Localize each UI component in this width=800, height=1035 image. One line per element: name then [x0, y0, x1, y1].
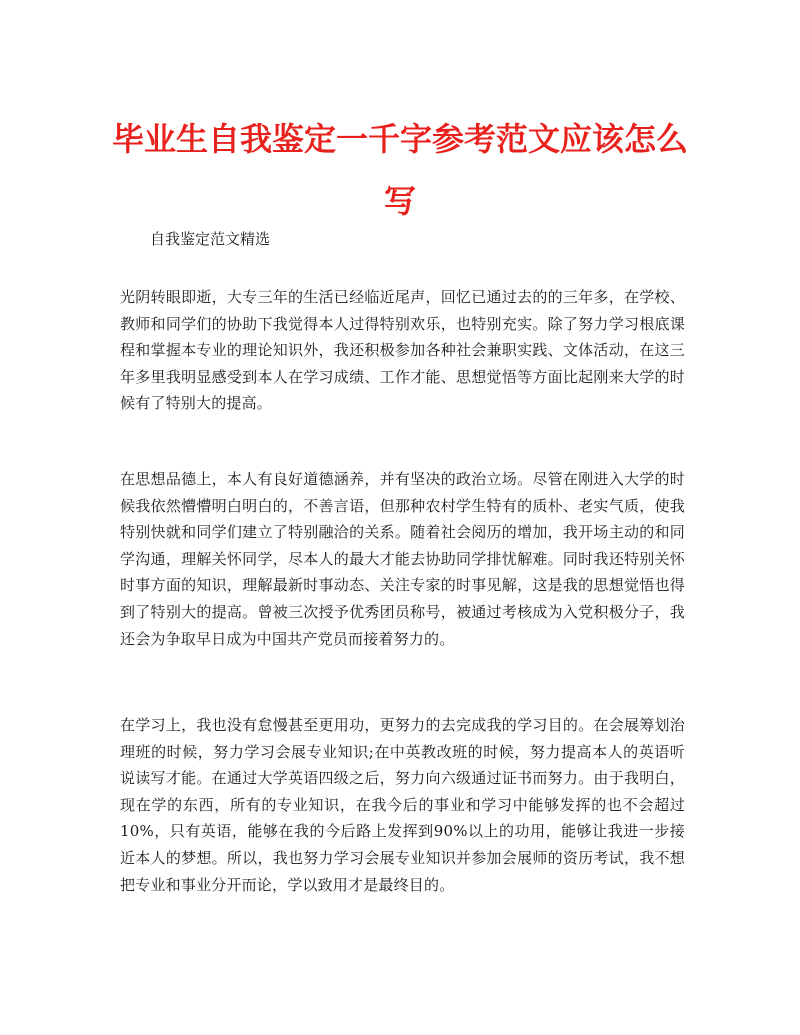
document-title: 毕业生自我鉴定一千字参考范文应该怎么写: [111, 120, 688, 220]
paragraph-1: 光阴转眼即逝，大专三年的生活已经临近尾声，回忆已通过去的的三年多，在学校、教师和同学们的协助下我觉得本人过得特别欢乐，也特别充实。除了努力学习根底课程和掌握本专业的理论知识外，我还积极参加各种社会兼职实践、文体活动，在这三年多里我明显感受到本人在学习成绩、工作才能、思想觉悟等方面比起刚来大学的时候有了特别大的提高。: [120, 288, 685, 413]
document-subtitle: 自我鉴定范文精选: [150, 230, 271, 248]
paragraph-3: 在学习上，我也没有怠慢甚至更用功，更努力的去完成我的学习目的。在会展筹划治理班的时候，努力学习会展专业知识;在中英教改班的时候，努力提高本人的英语听说读写才能。在通过大学英语四级之后，努力向六级通过证书而努力。由于我明白，现在学的东西，所有的专业知识，在我今后的事业和学习中能够发挥的也不会超过10%，只有英语，能够在我的今后路上发挥到90%以上的功用，能够让我进一步接近本人的梦想。所以，我也努力学习会展专业知识并参加会展师的资历考试，我不想把专业和事业分开而论，学以致用才是最终目的。: [120, 716, 685, 894]
paragraph-2: 在思想品德上，本人有良好道德涵养，并有坚决的政治立场。尽管在刚进入大学的时候我依然懵懵明白明白的，不善言语，但那种农村学生特有的质朴、老实气质，使我特别快就和同学们建立了特别融洽的关系。随着社会阅历的增加，我开场主动的和同学沟通，理解关怀同学，尽本人的最大才能去协助同学排忧解难。同时我还特别关怀时事方面的知识，理解最新时事动态、关注专家的时事见解，这是我的思想觉悟也得到了特别大的提高。曾被三次授予优秀团员称号，被通过考核成为入党积极分子，我还会为争取早日成为中国共产党员而接着努力的。: [120, 470, 685, 648]
